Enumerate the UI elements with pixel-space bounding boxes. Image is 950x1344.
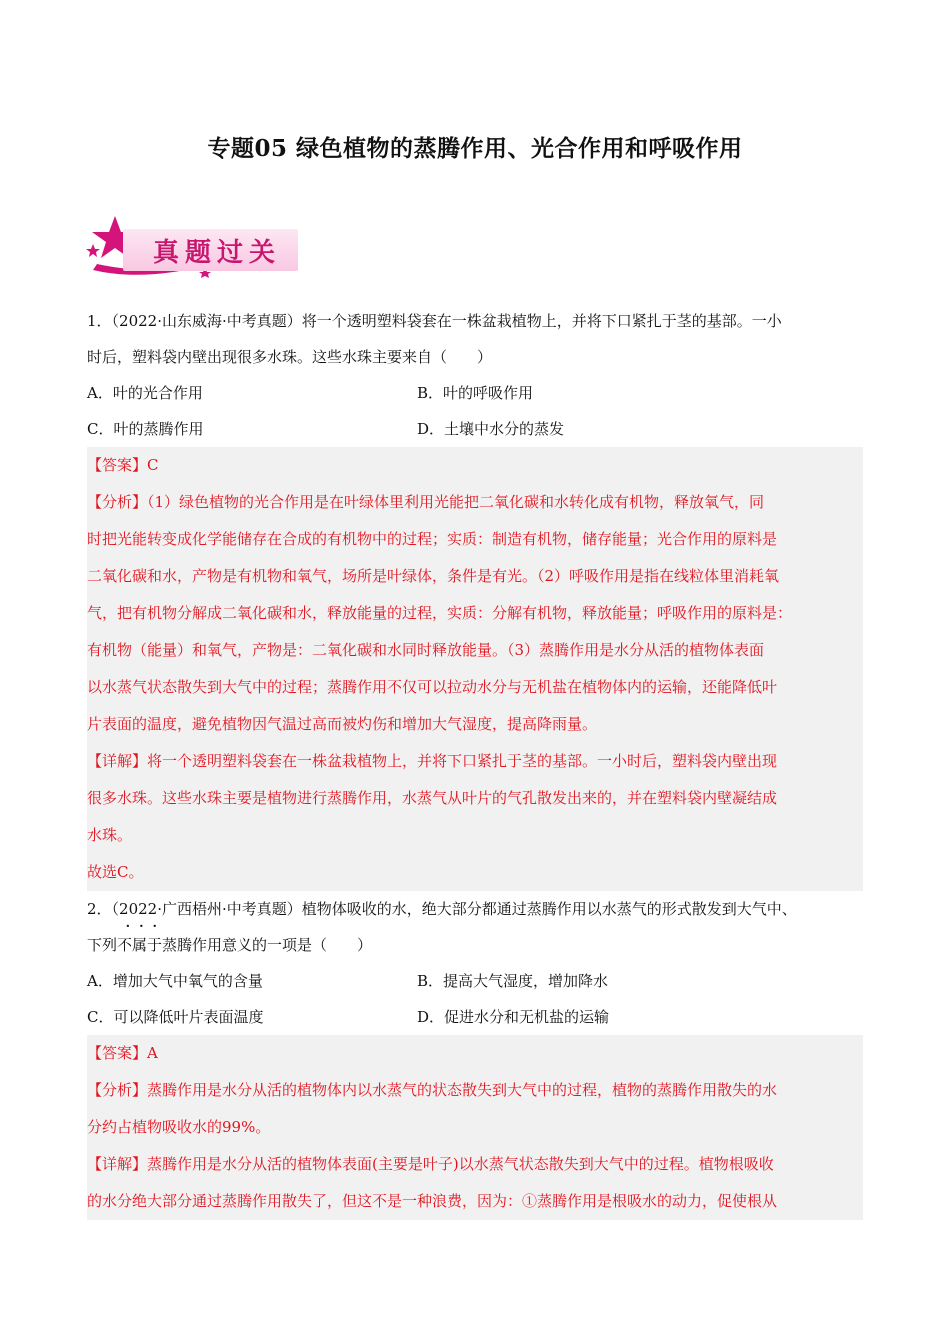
q2-detail-line: 【详解】蒸腾作用是水分从活的植物体表面(主要是叶子)以水蒸气状态散失到大气中的过程。植物根吸收 [87,1155,774,1173]
q1-option-d: D．土壤中水分的蒸发 [417,420,565,438]
q2-analysis-line: 分约占植物吸收水的99%。 [87,1118,271,1136]
q1-detail-line: 很多水珠。这些水珠主要是植物进行蒸腾作用，水蒸气从叶片的气孔散发出来的，并在塑料袋内壁凝结成 [87,789,778,807]
q1-analysis-line: 【分析】（1）绿色植物的光合作用是在叶绿体里利用光能把二氧化碳和水转化成有机物，释放氧气，同 [87,493,765,511]
questions [87,303,863,1220]
banner-label: 真题过关 [153,238,282,268]
q1-stem-line2: 时后，塑料袋内壁出现很多水珠。这些水珠主要来自（ ） [87,348,493,366]
q1-option-b: B．叶的呼吸作用 [417,384,534,402]
page-title: 专题05 绿色植物的蒸腾作用、光合作用和呼吸作用 [207,135,743,162]
q1-analysis-line: 有机物（能量）和氧气，产物是：二氧化碳和水同时释放能量。（3）蒸腾作用是水分从活的植物体表面 [87,641,765,659]
q2-answer: 【答案】A [87,1044,158,1062]
q1-detail-line: 水珠。 [87,826,133,844]
q1-stem-line1: 1．（2022·山东威海·中考真题）将一个透明塑料袋套在一株盆栽植物上，并将下口紧扎于茎的基部。一小 [87,312,782,330]
q2-options-row2 [87,999,863,1035]
q1-explanation [87,447,863,891]
q1-detail-line: 故选C。 [87,863,144,881]
section-banner [83,212,303,282]
q2-option-d: D．促进水分和无机盐的运输 [417,1008,610,1026]
q1-answer: 【答案】C [87,456,159,474]
q2-option-a: A．增加大气中氧气的含量 [87,972,263,990]
q2-detail-line: 的水分绝大部分通过蒸腾作用散失了，但这不是一种浪费，因为：①蒸腾作用是根吸水的动力，促使根从 [87,1192,778,1210]
q2-stem-line2: 下列不属于蒸腾作用意义的一项是（ ） · · · [87,927,863,963]
q2-option-b: B．提高大气湿度，增加降水 [417,972,609,990]
q2-stem-line1: 2．（2022·广西梧州·中考真题）植物体吸收的水，绝大部分都通过蒸腾作用以水蒸气的形式散发到大气中、 [87,900,797,918]
q1-detail-line: 【详解】将一个透明塑料袋套在一株盆栽植物上，并将下口紧扎于茎的基部。一小时后，塑料袋内壁出现 [87,752,778,770]
q1-analysis-line: 时把光能转变成化学能储存在合成的有机物中的过程；实质：制造有机物，储存能量；光合作用的原料是 [87,530,778,548]
q1-options-row2 [87,411,863,447]
q2-explanation [87,1035,863,1220]
q1-option-a: A．叶的光合作用 [87,384,203,402]
q1-option-c: C．叶的蒸腾作用 [87,420,204,438]
q2-options-row1 [87,963,863,999]
q1-analysis-line: 以水蒸气状态散失到大气中的过程；蒸腾作用不仅可以拉动水分与无机盐在植物体内的运输，还能降低叶 [87,678,778,696]
q1-analysis-line: 片表面的温度，避免植物因气温过高而被灼伤和增加大气湿度，提高降雨量。 [87,715,598,733]
q1-analysis-line: 二氧化碳和水，产物是有机物和氧气，场所是叶绿体，条件是有光。（2）呼吸作用是指在线粒体里消耗氧 [87,567,780,585]
q1-options-row1 [87,375,863,411]
q2-analysis-line: 【分析】蒸腾作用是水分从活的植物体内以水蒸气的状态散失到大气中的过程，植物的蒸腾作用散失的水 [87,1081,778,1099]
q1-analysis-line: 气，把有机物分解成二氧化碳和水，释放能量的过程，实质：分解有机物，释放能量；呼吸作用的原料是： [87,604,793,622]
q2-option-c: C．可以降低叶片表面温度 [87,1008,264,1026]
